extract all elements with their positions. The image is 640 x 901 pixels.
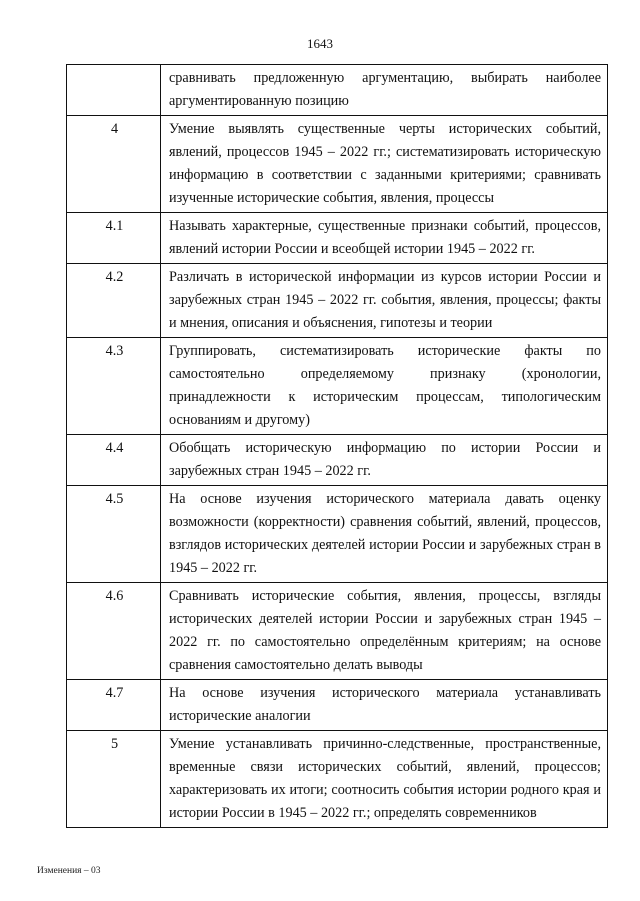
code-cell: 4.4 <box>67 435 161 486</box>
description-cell: Называть характерные, существенные признаки событий, процессов, явлений истории России и всеобщей истории 1945 – 2022 гг. <box>161 213 608 264</box>
code-cell <box>67 65 161 116</box>
code-cell: 5 <box>67 731 161 828</box>
description-cell: На основе изучения исторического материала давать оценку возможности (корректности) сравнения событий, явлений, процессов, взглядов исторических деятелей истории России и зарубежных стран в 1945 – 2022 гг. <box>161 486 608 583</box>
table-row <box>67 486 608 583</box>
code-cell: 4.7 <box>67 680 161 731</box>
code-cell: 4.1 <box>67 213 161 264</box>
code-cell: 4 <box>67 116 161 213</box>
code-cell: 4.5 <box>67 486 161 583</box>
description-cell: Сравнивать исторические события, явления, процессы, взгляды исторических деятелей истории России и зарубежных стран 1945 – 2022 гг. по самостоятельно определённым критериям; на основе сравнения самостоятельно делать выводы <box>161 583 608 680</box>
description-cell: Умение устанавливать причинно-следственные, пространственные, временные связи исторических событий, явлений, процессов; характеризовать их итоги; соотносить события истории родного края и истории России в 1945 – 2022 гг.; определять современников <box>161 731 608 828</box>
table-row <box>67 583 608 680</box>
table-row <box>67 264 608 338</box>
table-row <box>67 435 608 486</box>
code-cell: 4.2 <box>67 264 161 338</box>
table-row <box>67 731 608 828</box>
footer-revision-note: Изменения – 03 <box>37 866 101 876</box>
page-number: 1643 <box>307 36 333 51</box>
code-cell: 4.6 <box>67 583 161 680</box>
table-row <box>67 116 608 213</box>
description-cell: Обобщать историческую информацию по истории России и зарубежных стран 1945 – 2022 гг. <box>161 435 608 486</box>
table-row <box>67 213 608 264</box>
requirements-table <box>66 64 608 828</box>
description-cell: сравнивать предложенную аргументацию, выбирать наиболее аргументированную позицию <box>161 65 608 116</box>
code-cell: 4.3 <box>67 338 161 435</box>
description-cell: Умение выявлять существенные черты исторических событий, явлений, процессов 1945 – 2022 гг.; систематизировать историческую информацию в соответствии с заданными критериями; сравнивать изученные исторические события, явления, процессы <box>161 116 608 213</box>
description-cell: Группировать, систематизировать исторические факты по самостоятельно определяемому признаку (хронологии, принадлежности к историческим процессам, типологическим основаниям и другому) <box>161 338 608 435</box>
description-cell: На основе изучения исторического материала устанавливать исторические аналогии <box>161 680 608 731</box>
table-row <box>67 680 608 731</box>
table-row <box>67 65 608 116</box>
table-row <box>67 338 608 435</box>
description-cell: Различать в исторической информации из курсов истории России и зарубежных стран 1945 – 2022 гг. события, явления, процессы; факты и мнения, описания и объяснения, гипотезы и теории <box>161 264 608 338</box>
